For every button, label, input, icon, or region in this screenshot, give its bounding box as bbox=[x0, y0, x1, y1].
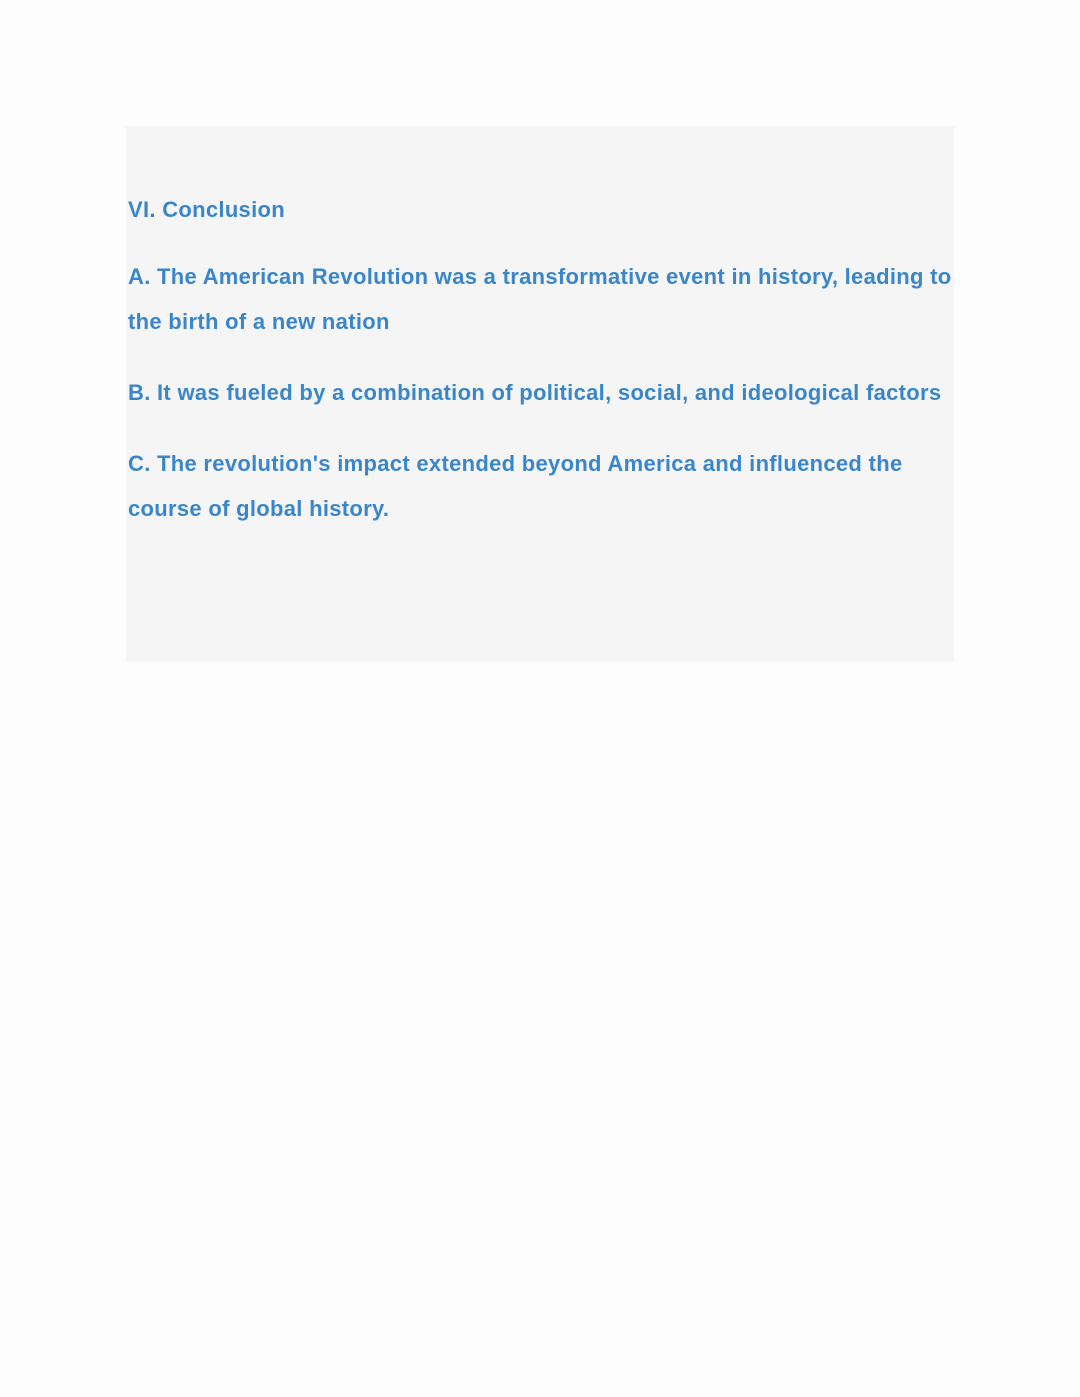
conclusion-section bbox=[128, 192, 954, 557]
point-a: A. The American Revolution was a transformative event in history, leading to the birth of a new nation bbox=[128, 264, 952, 334]
point-c: C. The revolution's impact extended beyond America and influenced the course of global history. bbox=[128, 451, 903, 521]
point-b: B. It was fueled by a combination of political, social, and ideological factors bbox=[128, 380, 942, 405]
section-heading: VI. Conclusion bbox=[128, 197, 285, 222]
